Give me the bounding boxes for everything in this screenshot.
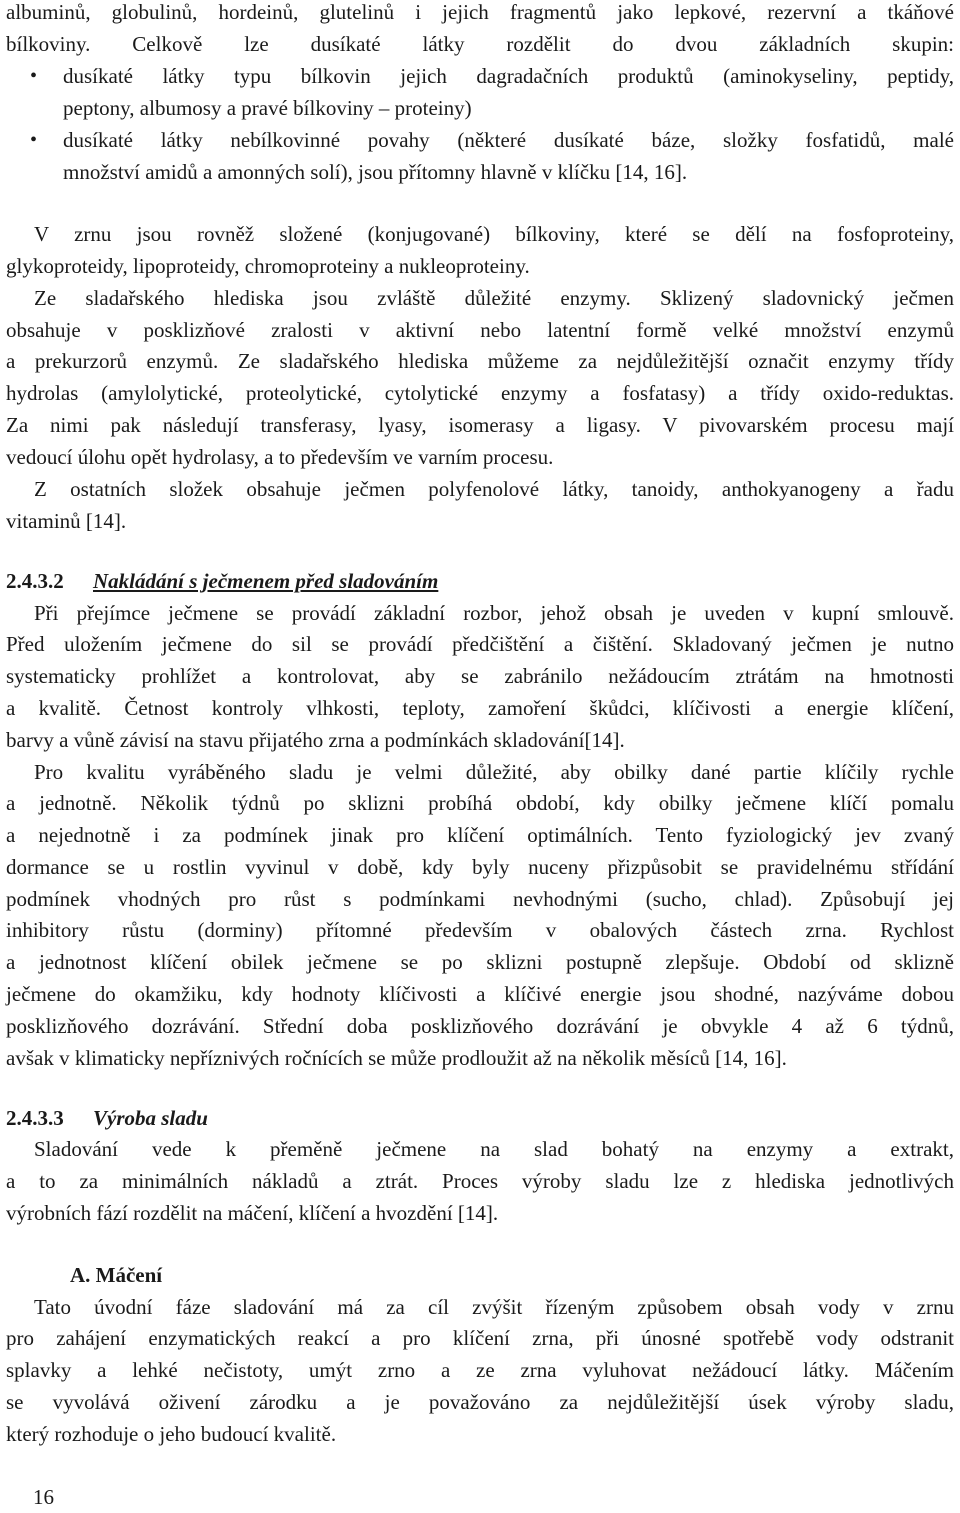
paragraph-line: avšak v klimaticky nepříznivých ročnících se může prodloužit až na několik měsíců [14, 16]. xyxy=(6,1046,787,1070)
paragraph-line: Z ostatních složek obsahuje ječmen polyfenolové látky, tanoidy, anthokyanogeny a řadu xyxy=(34,477,954,501)
paragraph-line: se vyvolává oživení zárodku a je považováno za nejdůležitější úsek výroby sladu, xyxy=(6,1390,954,1414)
section-title: Nakládání s ječmenem před sladováním xyxy=(93,569,439,593)
paragraph-line: Za nimi pak následují transferasy, lyasy, isomerasy a ligasy. V pivovarském procesu mají xyxy=(6,413,954,437)
paragraph-line: posklizňového dozrávání. Střední doba posklizňového dozrávání je obvykle 4 až 6 týdnů, xyxy=(6,1014,954,1038)
paragraph-line: barvy a vůně závisí na stavu přijatého zrna a podmínkách skladování[14]. xyxy=(6,728,625,752)
paragraph-line: Pro kvalitu vyráběného sladu je velmi důležité, aby obilky dané partie klíčily rychle xyxy=(34,760,954,784)
text-line: bílkoviny. Celkově lze dusíkaté látky rozdělit do dvou základních skupin: xyxy=(6,32,954,56)
paragraph-line: glykoproteidy, lipoproteidy, chromoproteiny a nukleoproteiny. xyxy=(6,254,530,278)
page-number: 16 xyxy=(33,1485,54,1509)
section-heading xyxy=(6,565,954,597)
paragraph-line: Před uložením ječmene do sil se provádí předčištění a čištění. Skladovaný ječmen je nutno xyxy=(6,632,954,656)
paragraph-line: dormance se u rostlin vyvinul v době, kdy byly nuceny přizpůsobit se pravidelnému střídání xyxy=(6,855,954,879)
bullet-line: množství amidů a amonných solí), jsou přítomny hlavně v klíčku [14, 16]. xyxy=(63,160,688,184)
bullet-line: dusíkaté látky typu bílkovin jejich dagradačních produktů (aminokyseliny, peptidy, xyxy=(63,64,954,88)
bullet-line: dusíkaté látky nebílkovinné povahy (některé dusíkaté báze, složky fosfatidů, malé xyxy=(63,128,954,152)
paragraph-line: Tato úvodní fáze sladování má za cíl zvýšit řízeným způsobem obsah vody v zrnu xyxy=(34,1295,954,1319)
section-title: Výroba sladu xyxy=(93,1106,208,1130)
paragraph-line: a nejednotně i za podmínek jinak pro klíčení optimálních. Tento fyziologický jev zvaný xyxy=(6,823,954,847)
bullet-line: peptony, albumosy a pravé bílkoviny – proteiny) xyxy=(63,96,472,120)
paragraph-line: podmínek vhodných pro růst s podmínkami nevhodnými (sucho, chlad). Způsobují jej xyxy=(6,887,954,911)
paragraph-line: a jednotnost klíčení obilek ječmene se po sklizni postupně zlepšuje. Období od sklizně xyxy=(6,950,954,974)
section-number: 2.4.3.2 xyxy=(6,569,64,593)
bullet-icon: • xyxy=(30,129,38,151)
section-heading xyxy=(6,1102,954,1134)
paragraph-line: Sladování vede k přeměně ječmene na slad bohatý na enzymy a extrakt, xyxy=(34,1137,954,1161)
paragraph-line: hydrolas (amylolytické, proteolytické, cytolytické enzymy a fosfatasy) a třídy oxido-reduktas. xyxy=(6,381,954,405)
paragraph-line: obsahuje v posklizňové zralosti v aktivní nebo latentní formě velké množství enzymů xyxy=(6,318,954,342)
paragraph-line: V zrnu jsou rovněž složené (konjugované) bílkoviny, které se dělí na fosfoproteiny, xyxy=(34,222,954,246)
paragraph-line: který rozhoduje o jeho budoucí kvalitě. xyxy=(6,1422,337,1446)
paragraph-line: pro zahájení enzymatických reakcí a pro klíčení zrna, při únosné spotřebě vody odstranit xyxy=(6,1326,954,1350)
paragraph-line: systematicky prohlížet a kontrolovat, aby se zabránilo nežádoucím ztrátám na hmotnosti xyxy=(6,664,954,688)
paragraph-line: výrobních fází rozdělit na máčení, klíčení a hvozdění [14]. xyxy=(6,1201,499,1225)
subsection-heading: A. Máčení xyxy=(70,1263,163,1287)
paragraph-line: vedoucí úlohu opět hydrolasy, a to především ve varním procesu. xyxy=(6,445,554,469)
text-line: albuminů, globulinů, hordeinů, glutelinů i jejich fragmentů jako lepkové, rezervní a tkáňové xyxy=(6,0,954,24)
paragraph-line: ječmene do okamžiku, kdy hodnoty klíčivosti a klíčivé energie jsou shodné, nazýváme dobou xyxy=(6,982,954,1006)
paragraph-line: a kvalitě. Četnost kontroly vlhkosti, teploty, zamoření škůdci, klíčivosti a energie klíčení, xyxy=(6,696,954,720)
section-number: 2.4.3.3 xyxy=(6,1106,64,1130)
paragraph-line: Při přejímce ječmene se provádí základní rozbor, jehož obsah je uveden v kupní smlouvě. xyxy=(34,601,954,625)
paragraph-line: a jednotně. Několik týdnů po sklizni probíhá období, kdy obilky ječmene klíčí pomalu xyxy=(6,791,954,815)
paragraph-line: inhibitory růstu (dorminy) přítomné především v obalových částech zrna. Rychlost xyxy=(6,918,954,942)
paragraph-line: a prekurzorů enzymů. Ze sladařského hlediska můžeme za nejdůležitější označit enzymy třídy xyxy=(6,349,954,373)
paragraph-line: a to za minimálních nákladů a ztrát. Proces výroby sladu lze z hlediska jednotlivých xyxy=(6,1169,954,1193)
paragraph-line: splavky a lehké nečistoty, umýt zrno a ze zrna vyluhovat nežádoucí látky. Máčením xyxy=(6,1358,954,1382)
paragraph-line: Ze sladařského hlediska jsou zvláště důležité enzymy. Sklizený sladovnický ječmen xyxy=(34,286,954,310)
bullet-icon: • xyxy=(30,65,38,87)
paragraph-line: vitaminů [14]. xyxy=(6,509,127,533)
